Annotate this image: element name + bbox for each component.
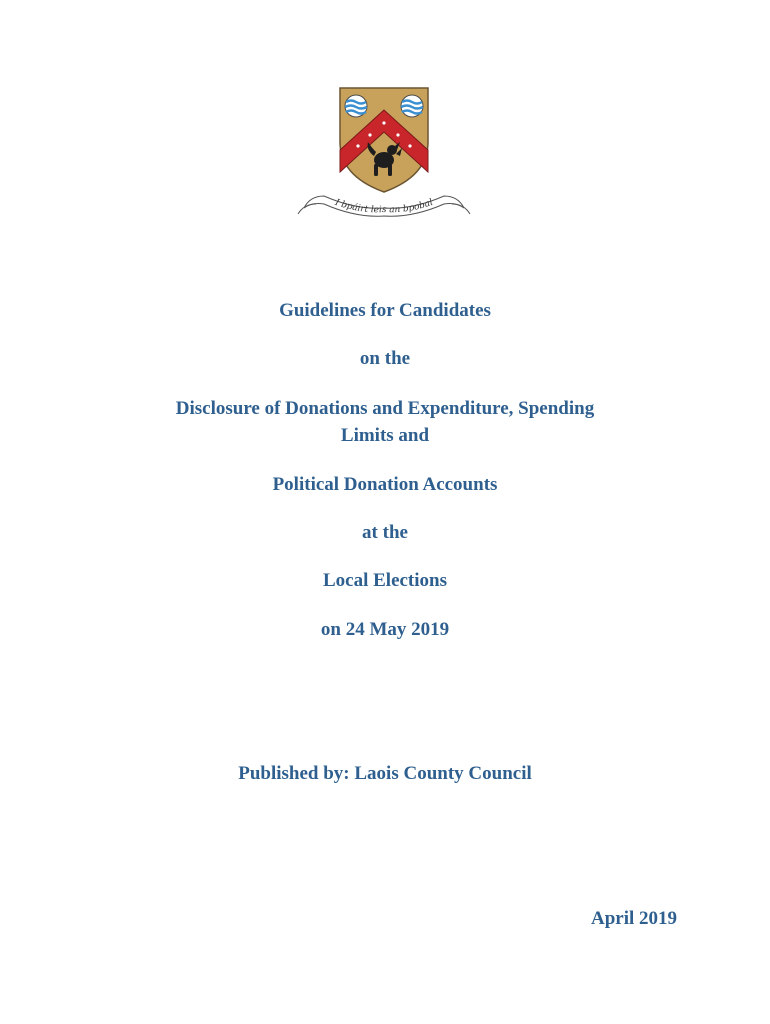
publication-date: April 2019 bbox=[590, 908, 677, 929]
title-line-local-elections: Local Elections bbox=[322, 570, 448, 591]
publisher-line: Published by: Laois County Council bbox=[238, 763, 532, 784]
title-line-disclosure-b: Limits and bbox=[340, 425, 430, 446]
title-line-at-the: at the bbox=[362, 522, 408, 543]
title-line-guidelines: Guidelines for Candidates bbox=[279, 300, 491, 321]
coat-of-arms-icon bbox=[296, 84, 472, 224]
title-line-accounts: Political Donation Accounts bbox=[272, 474, 498, 495]
title-line-disclosure-a: Disclosure of Donations and Expenditure, Spending bbox=[175, 398, 595, 419]
title-line-disclosure bbox=[0, 395, 770, 449]
county-crest-logo bbox=[296, 84, 472, 224]
crest-motto-text: I bpáirt leis an bpobal bbox=[333, 197, 435, 216]
title-line-date: on 24 May 2019 bbox=[320, 619, 450, 640]
title-line-on-the: on the bbox=[359, 348, 411, 369]
